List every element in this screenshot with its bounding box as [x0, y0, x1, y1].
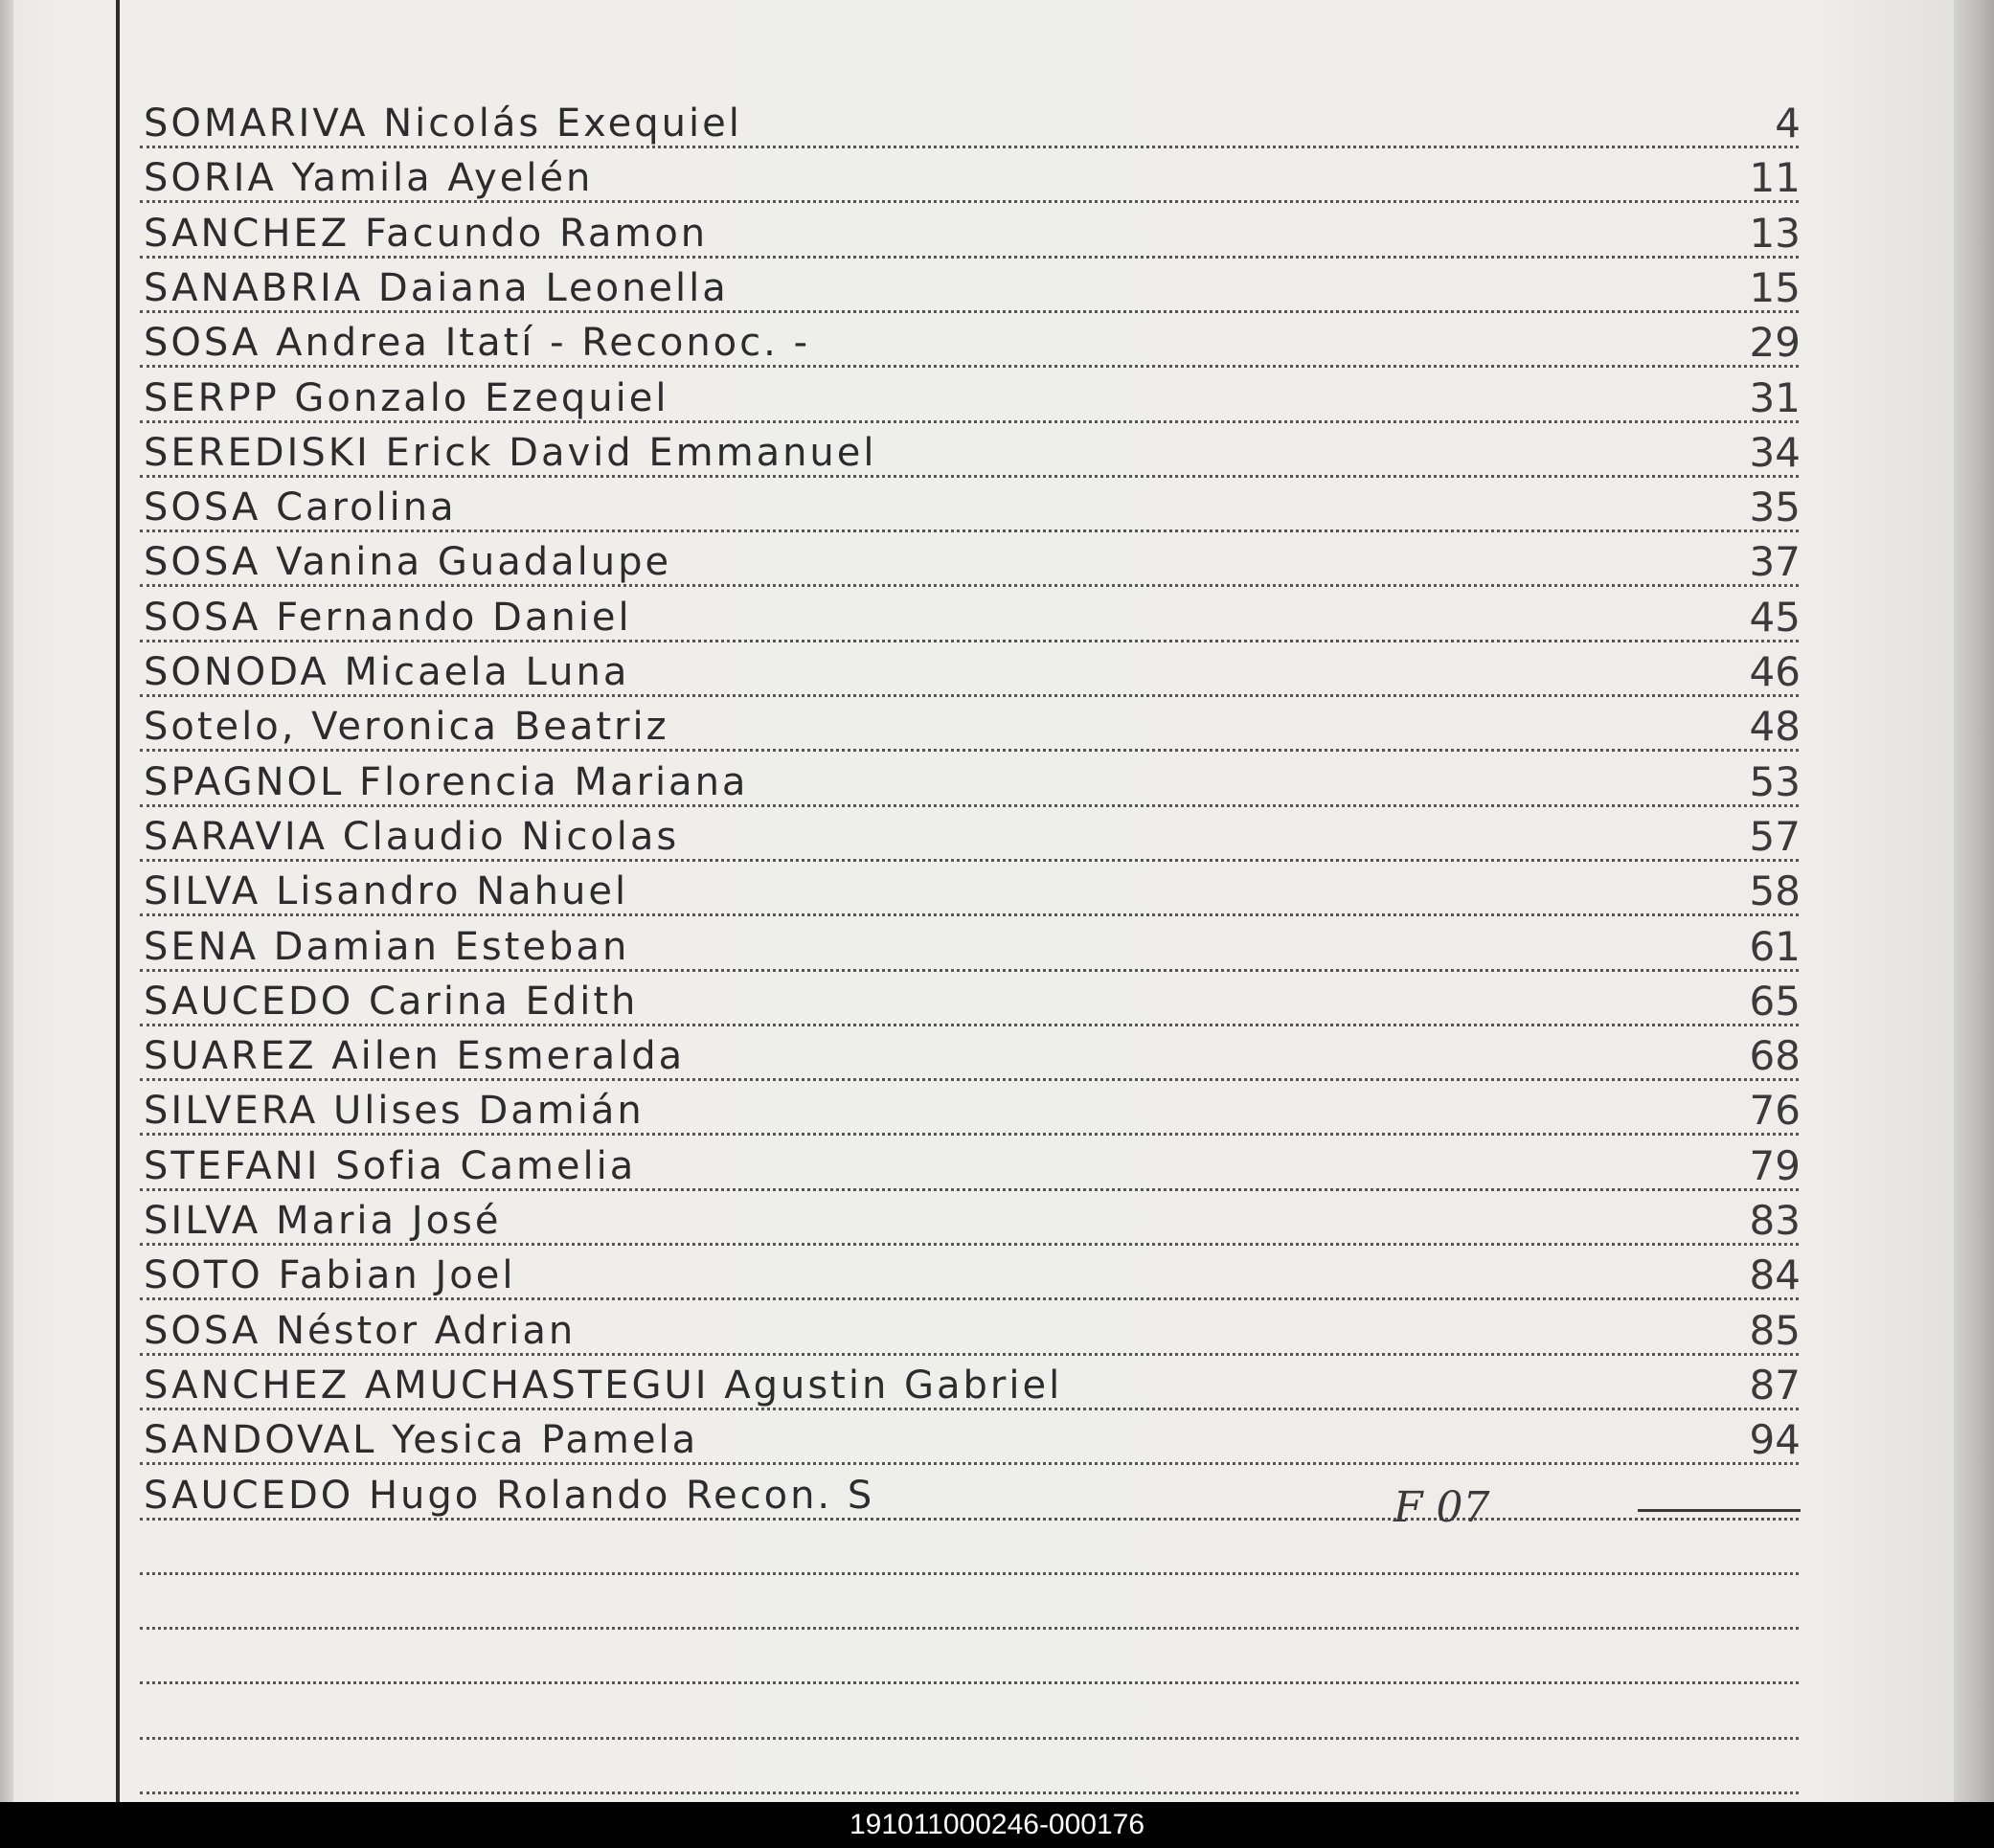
ruled-line: [140, 1133, 1799, 1136]
entry-name: SILVA Lisandro Nahuel: [144, 869, 629, 913]
ruled-line: [140, 256, 1799, 259]
entry-name: Sotelo, Veronica Beatriz: [144, 705, 669, 749]
entry-name: SORIA Yamila Ayelén: [144, 156, 594, 200]
document-id: 191011000246-000176: [849, 1809, 1145, 1840]
ruled-line: [140, 1408, 1799, 1410]
ruled-line: [140, 1681, 1799, 1684]
entry-number: 37: [1749, 538, 1801, 585]
entry-name: SILVA Maria José: [144, 1199, 502, 1243]
ruled-line: [140, 913, 1799, 916]
ruled-line: [140, 1462, 1799, 1465]
entry-name: SARAVIA Claudio Nicolas: [144, 815, 680, 859]
margin-line: [116, 0, 120, 1802]
entry-name: SOSA Andrea Itatí - Reconoc. -: [144, 321, 810, 365]
ruled-line: [140, 310, 1799, 313]
ruled-line: [140, 1188, 1799, 1191]
entry-number: 79: [1749, 1142, 1801, 1189]
entry-number: 46: [1749, 648, 1801, 695]
ruled-line: [140, 749, 1799, 752]
ruled-line: [140, 584, 1799, 587]
entry-name: SOSA Carolina: [144, 485, 457, 530]
ruled-line: [140, 200, 1799, 203]
entry-name: SANCHEZ AMUCHASTEGUI Agustin Gabriel: [144, 1363, 1063, 1408]
ruled-line: [140, 1627, 1799, 1630]
entry-name: SILVERA Ulises Damián: [144, 1089, 645, 1133]
entry-number: 29: [1749, 319, 1801, 366]
entry-number: 83: [1749, 1197, 1801, 1244]
entry-number: 4: [1775, 100, 1801, 146]
entry-name: STEFANI Sofia Camelia: [144, 1144, 637, 1188]
entry-name: SENA Damian Esteban: [144, 925, 630, 969]
ruled-line: [140, 1518, 1799, 1521]
ruled-line: [140, 1297, 1799, 1300]
ruled-line: [140, 420, 1799, 423]
entry-number: 13: [1749, 210, 1801, 257]
ruled-line: [140, 1078, 1799, 1081]
ruled-line: [140, 365, 1799, 368]
entry-number: 31: [1749, 374, 1801, 421]
entry-number: 48: [1749, 703, 1801, 750]
ruled-line: [140, 1024, 1799, 1026]
ruled-line: [140, 640, 1799, 642]
entry-number: 87: [1749, 1362, 1801, 1409]
entry-name: SOSA Fernando Daniel: [144, 596, 632, 640]
ruled-line: [140, 475, 1799, 478]
ruled-line: [140, 146, 1799, 148]
entry-name: SANABRIA Daiana Leonella: [144, 266, 729, 310]
ruled-line: [140, 1737, 1799, 1740]
entry-number: 34: [1749, 429, 1801, 476]
entry-number: 53: [1749, 758, 1801, 805]
entry-number: 35: [1749, 484, 1801, 530]
entry-name: SONODA Micaela Luna: [144, 650, 630, 694]
page-fold: [0, 0, 13, 1802]
entry-name: SAUCEDO Carina Edith: [144, 980, 639, 1024]
entry-number: 61: [1749, 923, 1801, 970]
ruled-line: [140, 530, 1799, 532]
entry-number: 84: [1749, 1251, 1801, 1298]
entry-number: 76: [1749, 1087, 1801, 1134]
entry-number: 94: [1749, 1416, 1801, 1463]
entry-name: SOMARIVA Nicolás Exequiel: [144, 101, 742, 146]
page-edge: [1954, 0, 1994, 1802]
entry-number: 58: [1749, 868, 1801, 914]
ruled-line: [140, 804, 1799, 807]
ruled-line: [140, 969, 1799, 972]
signature-stroke: [1638, 1509, 1801, 1512]
entry-number: 45: [1749, 594, 1801, 641]
entry-number: 65: [1749, 978, 1801, 1025]
ruled-line: [140, 694, 1799, 697]
entry-name: SEREDISKI Erick David Emmanuel: [144, 431, 877, 475]
entry-name: SERPP Gonzalo Ezequiel: [144, 376, 669, 420]
entry-name: SAUCEDO Hugo Rolando Recon. S: [144, 1474, 875, 1518]
ruled-line: [140, 1572, 1799, 1575]
entry-number: 57: [1749, 813, 1801, 860]
entry-name: SANCHEZ Facundo Ramon: [144, 212, 709, 256]
entry-name: SUAREZ Ailen Esmeralda: [144, 1034, 686, 1078]
entry-name: SOSA Néstor Adrian: [144, 1309, 577, 1353]
entry-name: SPAGNOL Florencia Mariana: [144, 760, 749, 804]
entry-name: SOTO Fabian Joel: [144, 1253, 516, 1297]
ruled-line: [140, 1353, 1799, 1356]
entry-number: 68: [1749, 1032, 1801, 1079]
entry-number: 15: [1749, 264, 1801, 311]
entry-name: SANDOVAL Yesica Pamela: [144, 1418, 699, 1462]
signature-mark: F 07: [1394, 1483, 1490, 1532]
ruled-line: [140, 859, 1799, 862]
entry-number: 85: [1749, 1307, 1801, 1354]
entry-number: 11: [1749, 154, 1801, 201]
ruled-line: [140, 1243, 1799, 1246]
ruled-line: [140, 1792, 1799, 1794]
entry-name: SOSA Vanina Guadalupe: [144, 540, 672, 584]
